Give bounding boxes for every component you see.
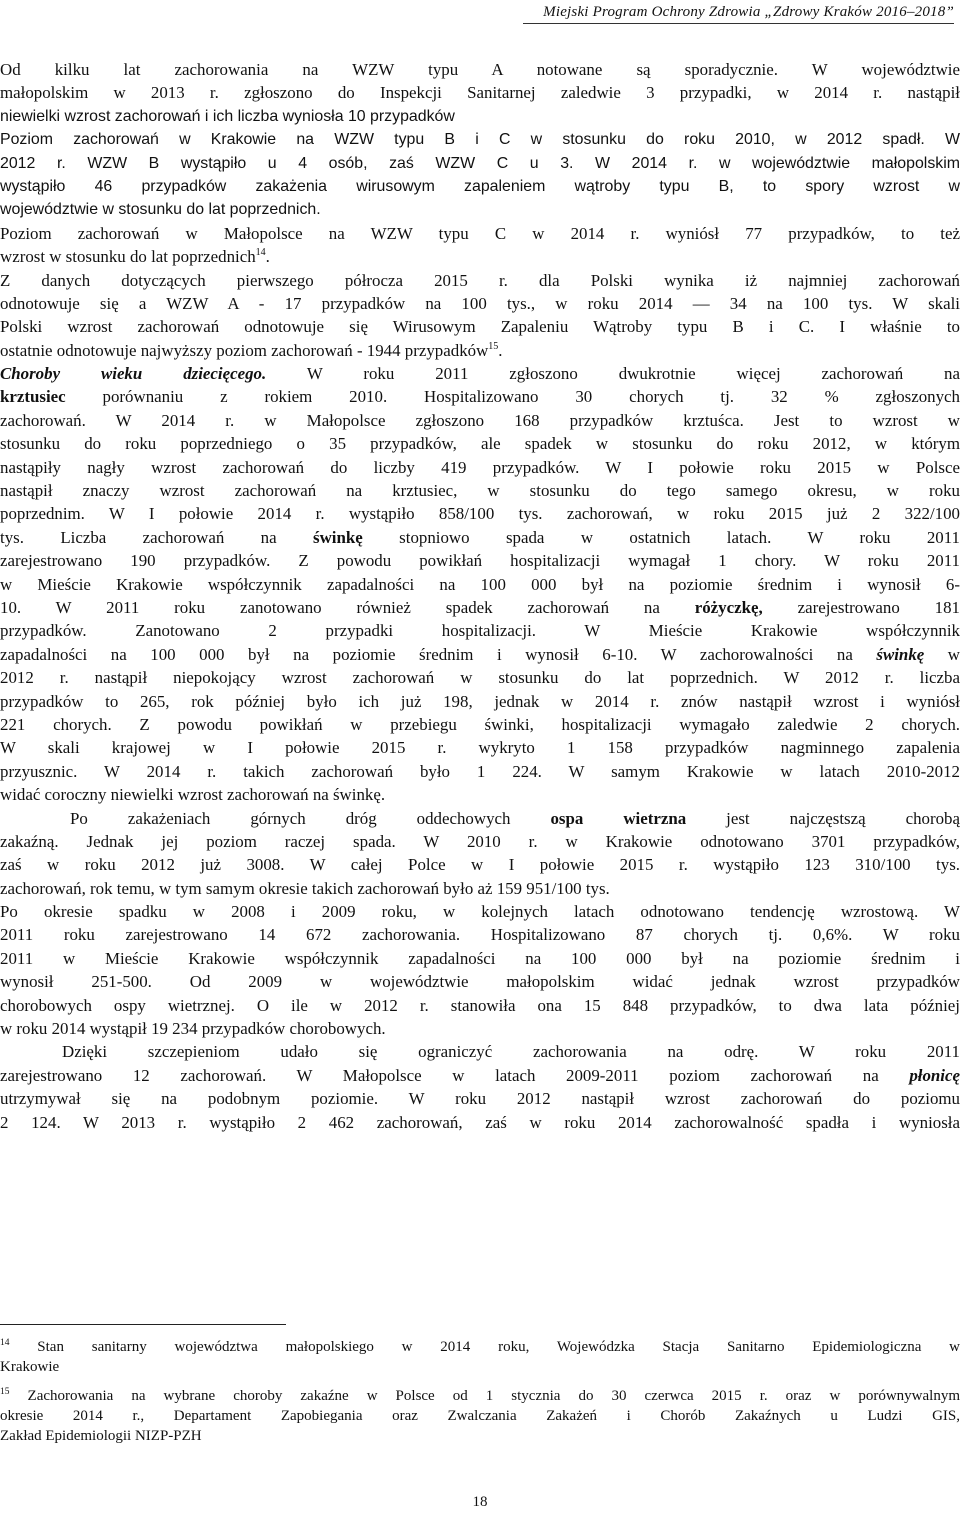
- text-line: odnotowuje się a WZW A - 17 przypadków na 100 tys., w roku 2014 — 34 na 100 tys. W skali: [0, 293, 960, 313]
- text-fragment: Dzięki szczepieniom udało się ograniczyć zachorowania na odrę. W roku 2011: [62, 1042, 960, 1062]
- text-line: 2012 r. WZW B wystąpiło u 4 osób, zaś WZW C u 3. W 2014 r. w województwie małopolskim: [0, 154, 960, 172]
- page-number: 18: [472, 1494, 488, 1510]
- text-line: Od kilku lat zachorowania na WZW typu A notowane są sporadycznie. W województwie: [0, 60, 960, 79]
- emphasis-term: ospa wietrzna: [550, 808, 687, 828]
- text-line: [0, 1064, 960, 1087]
- text-fragment: W roku 2011 zgłoszono dwukrotnie więcej zachorowań na: [266, 364, 960, 384]
- text-line: [0, 807, 960, 830]
- body-text: [0, 58, 960, 1134]
- text-line: w Mieście Krakowie współczynnik zapadalności na 100 000 był na poziomie średnim i wynosił 6-: [0, 574, 960, 594]
- text-line: utrzymywał się na podobnym poziomie. W roku 2012 nastąpił wzrost zachorowań do poziomu: [0, 1089, 960, 1109]
- text-line: w roku 2014 wystąpił 19 234 przypadków chorobowych.: [0, 1019, 386, 1039]
- footnote-text: Stan sanitarny województwa małopolskiego w 2014 roku, Wojewódzka Stacja Sanitarno Epidemiologiczna w: [37, 1339, 960, 1355]
- text-fragment: w: [924, 644, 960, 664]
- text-line: małopolskim w 2013 r. zgłoszono do Inspekcji Sanitarnej zaledwie 3 przypadki, w 2014 r. nastąpił: [0, 83, 960, 103]
- text-line: zachorowań, rok temu, w tym samym okresie takich zachorowań było aż 159 951/100 tys.: [0, 878, 610, 898]
- footnote-line: okresie 2014 r., Departament Zapobiegania oraz Zwalczania Zakażeń i Chorób Zakaźnych u Ludzi GIS,: [0, 1408, 960, 1424]
- text-line: widać coroczny niewielki wzrost zachorowań na świnkę.: [0, 785, 386, 805]
- text-line: zachorowań. W 2014 r. w Małopolsce zgłoszono 168 przypadków krztuśca. Jest to wzrost w: [0, 410, 960, 430]
- text-line: zarejestrowano 190 przypadków. Z powodu powikłań hospitalizacji wymagał 1 chory. W roku 2011: [0, 551, 960, 571]
- text-line: nastąpił znaczy wzrost zachorowań na krztusiec, w stosunku do tego samego okresu, w roku: [0, 481, 960, 501]
- text-line: stosunku do roku poprzedniego o 35 przypadków, ale spadek w stosunku do roku 2012, w którym: [0, 434, 960, 454]
- footnote-text: Zachorowania na wybrane choroby zakaźne w Polsce od 1 stycznia do 30 czerwca 2015 r. oraz w porównywalnym: [27, 1388, 960, 1404]
- footnote-15: [0, 1386, 960, 1446]
- footnote-line: Zakład Epidemiologii NIZP-PZH: [0, 1428, 202, 1444]
- text-fragment: zarejestrowano 12 zachorowań. W Małopolsce w latach 2009-2011 poziom zachorowań na: [0, 1065, 910, 1085]
- text-line: 2012 r. nastąpił niepokojący wzrost zachorowań w stosunku do lat poprzednich. W 2012 r. liczba: [0, 668, 960, 688]
- running-header: Miejski Program Ochrony Zdrowia „Zdrowy Kraków 2016–2018”: [543, 4, 954, 20]
- text-line: przypadków. Zanotowano 2 przypadki hospitalizacji. W Mieście Krakowie współczynnik: [0, 621, 960, 641]
- text-line: 2011 roku zarejestrowano 14 672 zachorowania. Hospitalizowano 87 chorych tj. 0,6%. W roku: [0, 925, 960, 945]
- text-fragment: wzrost w stosunku do lat poprzednich: [0, 247, 256, 267]
- text-line: [0, 385, 960, 408]
- footnote-14: [0, 1337, 960, 1377]
- text-line: wynosił 251-500. Od 2009 w województwie małopolskim widać jednak wzrost przypadków: [0, 972, 960, 992]
- footnote-number: 14: [0, 1338, 10, 1348]
- text-line: 2011 w Mieście Krakowie współczynnik zapadalności na 100 000 był na poziomie średnim i: [0, 948, 960, 968]
- text-line: województwie w stosunku do lat poprzednich.: [0, 201, 321, 219]
- emphasis-term: świnkę: [876, 644, 925, 664]
- text-line: wystąpiło 46 przypadków zakażenia wirusowym zapaleniem wątroby typu B, to spory wzrost w: [0, 177, 960, 195]
- text-line: Poziom zachorowań w Małopolsce na WZW typu C w 2014 r. wyniósł 77 przypadków, to też: [0, 223, 960, 243]
- footnotes: [0, 1328, 960, 1446]
- text-fragment: porównaniu z rokiem 2010. Hospitalizowano 30 chorych tj. 32 % zgłoszonych: [65, 387, 960, 407]
- emphasis-term: płonicę: [909, 1065, 960, 1085]
- footnote-number: 15: [0, 1387, 10, 1397]
- emphasis-term: różyczkę,: [694, 597, 763, 617]
- text-line: [0, 643, 960, 666]
- text-line: zakaźną. Jednak jej poziom raczej spada. W 2010 r. w Krakowie odnotowano 3701 przypadków,: [0, 831, 960, 851]
- text-line: przyusznic. W 2014 r. takich zachorowań było 1 224. W samym Krakowie w latach 2010-2012: [0, 761, 960, 781]
- text-fragment: jest najczęstszą chorobą: [686, 808, 960, 828]
- text-fragment: stopniowo spada w ostatnich latach. W roku 2011: [362, 527, 960, 547]
- text-line: poprzednim. W I połowie 2014 r. wystąpiło 858/100 tys. zachorowań, w roku 2015 już 2 322/100: [0, 504, 960, 524]
- text-fragment: 10. W 2011 roku zanotowano również spadek zachorowań na: [0, 597, 695, 617]
- text-line: Poziom zachorowań w Krakowie na WZW typu B i C w stosunku do roku 2010, w 2012 spadł. W: [0, 131, 960, 149]
- footnote-ref: 14: [255, 247, 266, 259]
- footnote-separator: [0, 1324, 286, 1325]
- text-line: [0, 362, 960, 385]
- text-line: [0, 245, 960, 268]
- text-line: Po okresie spadku w 2008 i 2009 roku, w kolejnych latach odnotowano tendencję wzrostową. W: [0, 902, 960, 922]
- emphasis-term: krztusiec: [0, 387, 66, 407]
- text-fragment: .: [498, 340, 503, 360]
- footnote-line: Krakowie: [0, 1359, 60, 1375]
- text-fragment: ostatnie odnotowuje najwyższy poziom zachorowań - 1944 przypadków: [0, 340, 489, 360]
- text-line: Polski wzrost zachorowań odnotowuje się Wirusowym Zapaleniu Wątroby typu B i C. I właśnie to: [0, 317, 960, 337]
- text-line: 2 124. W 2013 r. wystąpiło 2 462 zachorowań, zaś w roku 2014 zachorowalność spadła i wyniosła: [0, 1112, 960, 1132]
- section-heading: Choroby wieku dziecięcego.: [0, 364, 267, 384]
- text-line: przypadków to 265, rok później było ich już 198, jednak w 2014 r. znów nastąpił wzrost i wyniósł: [0, 691, 960, 711]
- text-line: niewielki wzrost zachorowań i ich liczba wyniosła 10 przypadków: [0, 107, 455, 125]
- text-line: [0, 526, 960, 549]
- text-line: [0, 596, 960, 619]
- text-fragment: zapadalności na 100 000 był na poziomie średnim i wynosił 6-10. W zachorowalności na: [0, 644, 877, 664]
- footnote-line: [0, 1337, 960, 1357]
- footnote-ref: 15: [488, 340, 499, 352]
- text-line: Z danych dotyczących pierwszego półrocza 2015 r. dla Polski wynika iż najmniej zachorowań: [0, 270, 960, 290]
- text-line: W skali krajowej w I połowie 2015 r. wykryto 1 158 przypadków nagminnego zapalenia: [0, 738, 960, 758]
- text-fragment: .: [265, 247, 270, 267]
- text-line: [0, 339, 960, 362]
- text-line: 221 chorych. Z powodu powikłań w przebiegu świnki, hospitalizacji wymagało zaledwie 2 chorych.: [0, 714, 960, 734]
- text-line: [0, 1040, 960, 1063]
- emphasis-term: świnkę: [313, 527, 363, 547]
- text-line: chorobowych ospy wietrznej. O ile w 2012 r. stanowiła ona 15 848 przypadków, to dwa lata później: [0, 995, 960, 1015]
- footnote-line: [0, 1386, 960, 1406]
- text-line: nastąpiły nagły wzrost zachorowań do liczby 419 przypadków. W I połowie roku 2015 w Polsce: [0, 457, 960, 477]
- text-fragment: Po zakażeniach górnych dróg oddechowych: [70, 808, 551, 828]
- text-line: zaś w roku 2012 już 3008. W całej Polce w I połowie 2015 r. wystąpiło 123 310/100 tys.: [0, 855, 960, 875]
- text-fragment: zarejestrowano 181: [762, 597, 960, 617]
- text-fragment: tys. Liczba zachorowań na: [0, 527, 314, 547]
